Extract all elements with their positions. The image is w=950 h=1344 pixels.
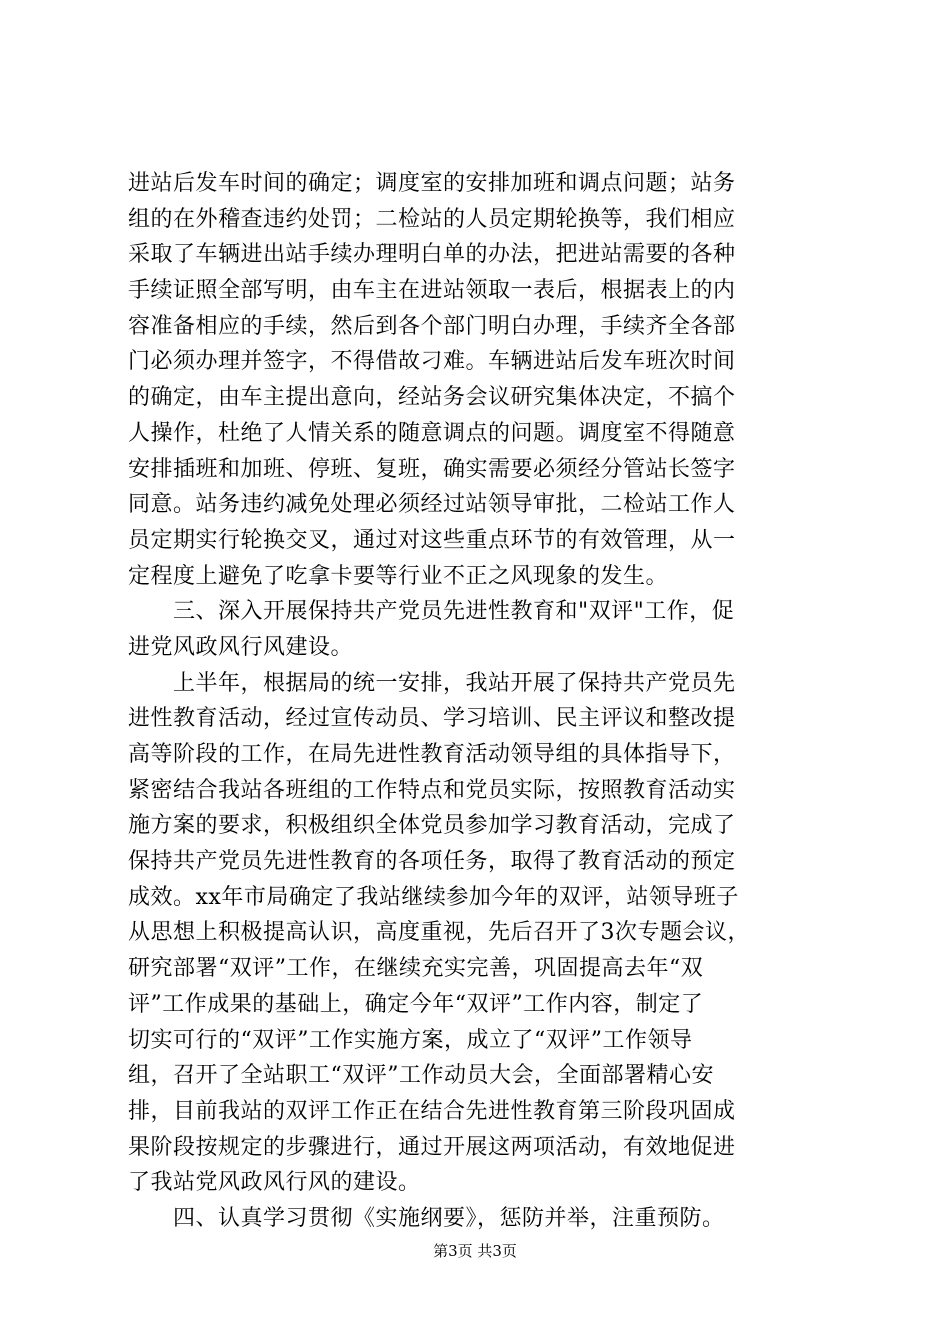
- text-line: 施方案的要求，积极组织全体党员参加学习教育活动，完成了: [128, 813, 736, 839]
- text-line: 果阶段按规定的步骤进行，通过开展这两项活动，有效地促进: [128, 1134, 736, 1160]
- text-line: 高等阶段的工作，在局先进性教育活动领导组的具体指导下，: [128, 742, 736, 767]
- text-line: 上半年，根据局的统一安排，我站开展了保持共产党员先: [128, 670, 736, 696]
- text-line: 进性教育活动，经过宣传动员、学习培训、民主评议和整改提: [128, 706, 736, 732]
- text-line: 评”工作成果的基础上，确定今年“双评”工作内容，制定了: [128, 991, 704, 1017]
- text-line: 切实可行的“双评”工作实施方案，成立了“双评”工作领导: [128, 1027, 693, 1053]
- text-line: 手续证照全部写明，由车主在进站领取一表后，根据表上的内: [128, 278, 736, 304]
- text-line: 成效。xx年市局确定了我站继续参加今年的双评，站领导班子: [128, 884, 739, 910]
- text-line: 排，目前我站的双评工作正在结合先进性教育第三阶段巩固成: [128, 1098, 736, 1124]
- section-heading-line: 进党风政风行风建设。: [128, 634, 354, 660]
- text-line: 紧密结合我站各班组的工作特点和党员实际，按照教育活动实: [128, 777, 736, 803]
- text-line: 组，召开了全站职工“双评”工作动员大会，全面部署精心安: [128, 1063, 714, 1089]
- page-footer: [0, 1241, 950, 1261]
- page-number-label: 第3页 共3页: [433, 1242, 517, 1260]
- text-line: 进站后发车时间的确定；调度室的安排加班和调点问题；站务: [128, 171, 736, 196]
- section-heading-line: 四、认真学习贯彻《实施纲要》，惩防并举，注重预防。: [128, 1205, 725, 1231]
- section-heading-line: 三、深入开展保持共产党员先进性教育和"双评"工作，促: [128, 599, 735, 625]
- text-line: 定程度上避免了吃拿卡要等行业不正之风现象的发生。: [128, 563, 669, 589]
- text-line: 组的在外稽查违约处罚；二检站的人员定期轮换等，我们相应: [128, 206, 736, 232]
- text-line: 了我站党风政风行风的建设。: [128, 1170, 421, 1196]
- text-line: 从思想上积极提高认识，高度重视，先后召开了3次专题会议，: [128, 920, 750, 946]
- text-line: 员定期实行轮换交叉，通过对这些重点环节的有效管理，从一: [128, 527, 736, 553]
- document-body: [128, 166, 838, 1237]
- text-line: 的确定，由车主提出意向，经站务会议研究集体决定，不搞个: [128, 385, 736, 411]
- text-line: 同意。站务违约减免处理必须经过站领导审批，二检站工作人: [128, 492, 736, 518]
- text-line: 研究部署“双评”工作，在继续充实完善，巩固提高去年“双: [128, 956, 704, 982]
- text-line: 保持共产党员先进性教育的各项任务，取得了教育活动的预定: [128, 849, 736, 875]
- text-line: 采取了车辆进出站手续办理明白单的办法，把进站需要的各种: [128, 242, 736, 268]
- text-line: 人操作，杜绝了人情关系的随意调点的问题。调度室不得随意: [128, 420, 736, 446]
- text-line: 容准备相应的手续，然后到各个部门明白办理，手续齐全各部: [128, 313, 736, 339]
- text-line: 安排插班和加班、停班、复班，确实需要必须经分管站长签字: [128, 456, 736, 482]
- text-line: 门必须办理并签字，不得借故刁难。车辆进站后发车班次时间: [128, 349, 736, 375]
